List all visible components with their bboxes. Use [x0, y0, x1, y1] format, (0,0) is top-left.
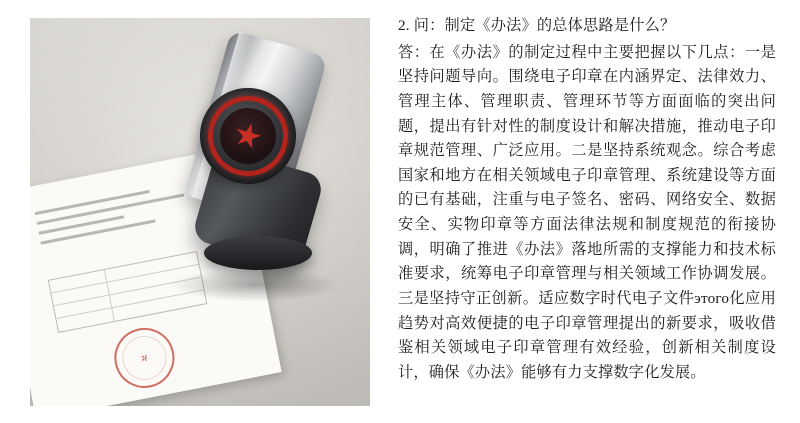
paper-text-lines [35, 184, 190, 252]
electronic-seal-device [180, 40, 330, 290]
photo-column [0, 0, 390, 423]
red-seal-impression [106, 320, 182, 396]
seal-inner-ring [116, 330, 172, 386]
qa-question: 2. 问：制定《办法》的总体思路是什么？ [398, 17, 676, 34]
device-base [204, 236, 312, 270]
qa-answer: 答：在《办法》的制定过程中主要把握以下几点：一是坚持问题导向。围绕电子印章在内涵界定、法律效力、管理主体、管理职责、管理环节等方面面临的突出问题，提出有针对性的制度设计和解决措施，推动电子印章规范管理、广泛应用。二是坚持系统观念。综合考虑国家和地方在相关领域电子印章管理、系统建设等方面的已有基础，注重与电子签名、密码、网络安全、数据安全、实物印章等方面法律法规和制度规范的衔接协调，明确了推进《办法》落地所需的支撑能力和技术标准要求，统筹电子印章管理与相关领域工作协调发展。三是坚持守正创新。适应数字时代电子文件этого化应用趋势对高效便捷的电子印章管理提出的新要求，吸收借鉴相关领域电子印章管理有效经验，创新相关制度设计，确保《办法》能够有力支撑数字化发展。 [398, 43, 776, 381]
text-column [390, 0, 800, 423]
electronic-seal-photo [30, 18, 370, 406]
qa-block [398, 14, 776, 385]
star-icon [232, 120, 264, 152]
